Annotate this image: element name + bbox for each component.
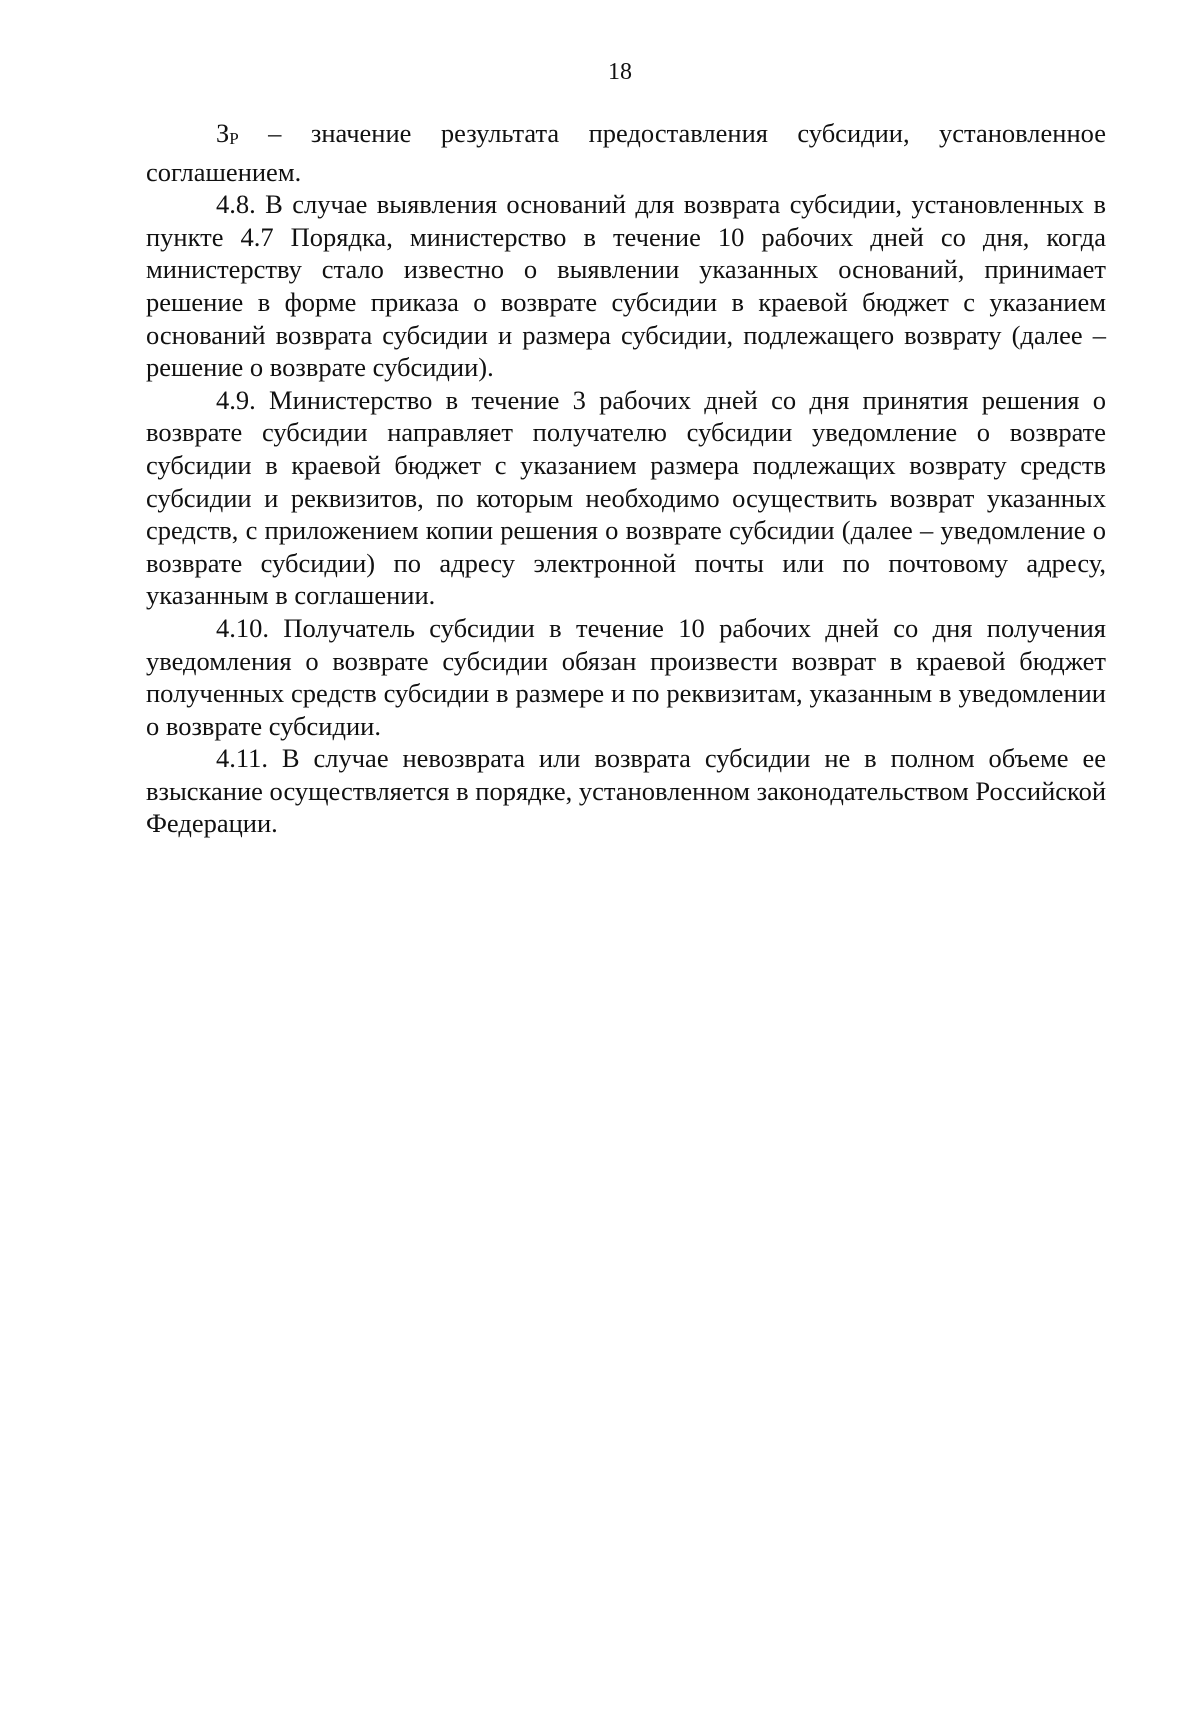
formula-description: – значение результата предоставления субсидии, установленное соглашением. xyxy=(146,118,1106,187)
paragraph-4-8: 4.8. В случае выявления оснований для возврата субсидии, установленных в пункте 4.7 Порядка, министерство в течение 10 рабочих дней со дня, когда министерству стало известно о выявлении указанных оснований, принимает решение в форме приказа о возврате субсидии в краевой бюджет с указанием оснований возврата субсидии и размера субсидии, подлежащего возврату (далее – решение о возврате субсидии). xyxy=(146,189,1106,383)
formula-note xyxy=(146,117,1106,188)
formula-subscript: Р xyxy=(229,129,239,148)
paragraph-4-11: 4.11. В случае невозврата или возврата субсидии не в полном объеме ее взыскание осуществляется в порядке, установленном законодательством Российской Федерации. xyxy=(146,743,1106,839)
formula-symbol: З xyxy=(216,118,230,148)
paragraph-4-9: 4.9. Министерство в течение 3 рабочих дней со дня принятия решения о возврате субсидии направляет получателю субсидии уведомление о возврате субсидии в краевой бюджет с указанием размера подлежащих возврату средств субсидии и реквизитов, по которым необходимо осуществить возврат указанных средств, с приложением копии решения о возврате субсидии (далее – уведомление о возврате субсидии) по адресу электронной почты или по почтовому адресу, указанным в соглашении. xyxy=(146,384,1106,611)
paragraph-4-10: 4.10. Получатель субсидии в течение 10 рабочих дней со дня получения уведомления о возврате субсидии обязан произвести возврат в краевой бюджет полученных средств субсидии в размере и по реквизитам, указанным в уведомлении о возврате субсидии. xyxy=(146,612,1106,741)
document-body xyxy=(146,117,1106,840)
page-number: 18 xyxy=(608,59,632,85)
